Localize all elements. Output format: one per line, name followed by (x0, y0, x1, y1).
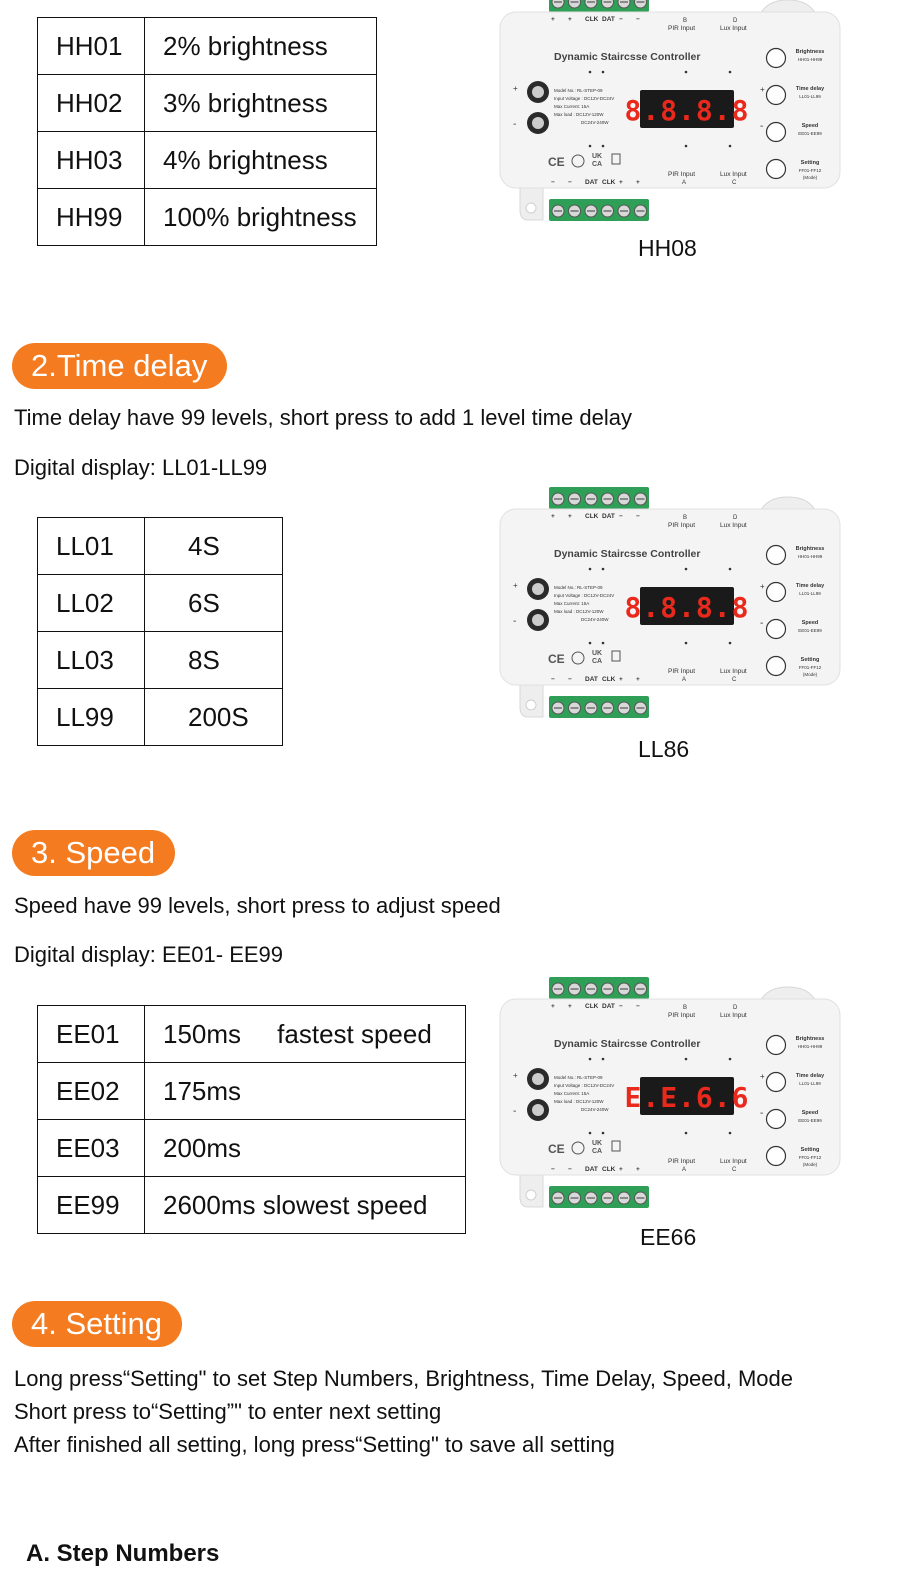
ce-mark: CE (548, 155, 565, 169)
table-cell-value: 2% brightness (145, 18, 377, 75)
indicator-dot (602, 145, 605, 148)
lux-input-label-bottom: Lux Input (720, 1158, 747, 1165)
label-c: C (732, 180, 737, 186)
step-numbers-heading: A. Step Numbers (26, 1540, 220, 1567)
pin-label-top: + (551, 513, 555, 520)
device-button (767, 583, 786, 602)
knob-center (532, 1073, 544, 1085)
table-cell-value: 3% brightness (145, 75, 377, 132)
ce-mark: CE (548, 1142, 565, 1156)
load-text-1: Max load : DC12V-120W (554, 112, 604, 117)
device-title: Dynamic Staircsse Controller (554, 1038, 701, 1050)
pin-label-bottom: CLK (602, 676, 616, 683)
table-row (38, 689, 283, 746)
button-range: FF01-FF12 (798, 665, 822, 670)
terminal-block (549, 696, 649, 718)
device-svg (498, 977, 843, 1217)
pir-input-label-top: PIR Input (668, 522, 696, 529)
knob-center (532, 117, 544, 129)
terminal-screw (552, 0, 564, 8)
knob-minus: - (513, 616, 517, 627)
button-label: Time delay (795, 86, 825, 92)
indicator-dot (685, 1132, 688, 1135)
device-svg (498, 487, 843, 727)
indicator-dot (685, 568, 688, 571)
table-cell-value: 150ms fastest speed (145, 1006, 466, 1063)
terminal-screw (585, 0, 597, 8)
table-row (38, 575, 283, 632)
table-cell-code: EE01 (38, 1006, 145, 1063)
setting-line-3: After finished all setting, long press“Setting" to save all setting (14, 1432, 615, 1457)
section-title-time-delay: 2.Time delay (12, 343, 227, 389)
pin-label-top: CLK (585, 16, 599, 23)
table-row (38, 18, 377, 75)
controller-device-image-ll (498, 487, 843, 727)
button-label: Time delay (795, 1073, 825, 1079)
button-range: FF01-FF12 (798, 1155, 822, 1160)
knob-center (532, 1104, 544, 1116)
table-cell-code: EE02 (38, 1063, 145, 1120)
table-row (38, 1063, 466, 1120)
label-a: A (682, 1167, 687, 1173)
indicator-dot (602, 642, 605, 645)
button-plus: + (760, 1072, 765, 1081)
pin-label-bottom: + (619, 179, 623, 186)
time-delay-description: Time delay have 99 levels, short press to add 1 level time delay (14, 405, 632, 430)
table-cell-value: 175ms (145, 1063, 466, 1120)
label-c: C (732, 1167, 737, 1173)
device-title: Dynamic Staircsse Controller (554, 548, 701, 560)
indicator-dot (685, 145, 688, 148)
speed-table (37, 1005, 466, 1234)
indicator-dot (729, 568, 732, 571)
device-button (767, 49, 786, 68)
brightness-table (37, 17, 377, 246)
indicator-dot (589, 1058, 592, 1061)
model-text: Model No.: RL-STEP-09 (554, 88, 603, 93)
label-b: B (683, 515, 688, 521)
terminal-block (549, 1186, 649, 1208)
pin-label-top: + (568, 16, 572, 23)
terminal-block (549, 487, 649, 509)
indicator-dot (729, 145, 732, 148)
label-a: A (682, 180, 687, 186)
button-extra: (Mode) (802, 1162, 818, 1167)
table-cell-value: 6S (145, 575, 283, 632)
pin-label-top: CLK (585, 513, 599, 520)
speed-description: Speed have 99 levels, short press to adjust speed (14, 893, 501, 918)
pin-label-top: + (551, 16, 555, 23)
button-label: Brightness (795, 1036, 825, 1042)
knob-minus: - (513, 119, 517, 130)
indicator-dot (589, 145, 592, 148)
knob-center (532, 614, 544, 626)
terminal-screw (635, 0, 647, 8)
pin-label-bottom: − (568, 676, 572, 683)
voltage-text: Input Voltage : DC12V-DC24V (554, 96, 615, 101)
table-cell-value: 4S (145, 518, 283, 575)
indicator-dot (589, 71, 592, 74)
pin-label-bottom: − (568, 179, 572, 186)
ukca-mark-top: UK (592, 1140, 603, 1147)
table-row (38, 1006, 466, 1063)
led-digits: 8.8.8.8 (624, 94, 750, 127)
device-button (767, 86, 786, 105)
table-cell-code: HH01 (38, 18, 145, 75)
knob-plus: + (513, 84, 518, 93)
load-text-2: DC24V-240W (581, 1107, 609, 1112)
lux-input-label-bottom: Lux Input (720, 171, 747, 178)
pin-label-bottom: − (551, 1166, 555, 1173)
pin-label-top: DAT (602, 513, 615, 520)
indicator-dot (602, 71, 605, 74)
button-label: Setting (800, 1147, 820, 1153)
table-cell-code: LL99 (38, 689, 145, 746)
pin-label-top: + (568, 1003, 572, 1010)
bottom-hole (526, 1190, 536, 1200)
label-d: D (733, 515, 738, 521)
button-label: Speed (801, 1110, 819, 1116)
indicator-dot (729, 642, 732, 645)
device-button (767, 1147, 786, 1166)
table-cell-value: 200ms (145, 1120, 466, 1177)
button-extra: (Mode) (802, 175, 818, 180)
button-label: Setting (800, 160, 820, 166)
controller-device-image-ee (498, 977, 843, 1217)
device-caption-ee: EE66 (640, 1224, 697, 1250)
table-cell-code: HH03 (38, 132, 145, 189)
button-range: EE01-EE99 (798, 131, 822, 136)
pin-label-top: − (619, 16, 623, 23)
pin-label-top: DAT (602, 1003, 615, 1010)
button-label: Brightness (795, 546, 825, 552)
terminal-block (549, 977, 649, 999)
device-caption-ll: LL86 (638, 736, 690, 762)
terminal-block (549, 199, 649, 221)
button-label: Speed (801, 620, 819, 626)
setting-line-2: Short press to“Setting”" to enter next setting (14, 1399, 442, 1424)
table-row (38, 632, 283, 689)
device-button (767, 1036, 786, 1055)
pin-label-top: − (619, 513, 623, 520)
table-cell-code: EE99 (38, 1177, 145, 1234)
indicator-dot (685, 642, 688, 645)
table-cell-value: 4% brightness (145, 132, 377, 189)
pin-label-top: − (619, 1003, 623, 1010)
pin-label-top: − (636, 1003, 640, 1010)
load-text-2: DC24V-240W (581, 617, 609, 622)
button-range: EE01-EE99 (798, 1118, 822, 1123)
pin-label-bottom: + (636, 1166, 640, 1173)
voltage-text: Input Voltage : DC12V-DC24V (554, 1083, 615, 1088)
button-minus: - (760, 121, 764, 132)
speed-display: Digital display: EE01- EE99 (14, 942, 284, 967)
button-range: LL01-LL99 (799, 94, 821, 99)
button-label: Time delay (795, 583, 825, 589)
pir-input-label-top: PIR Input (668, 25, 696, 32)
bottom-hole (526, 203, 536, 213)
button-label: Speed (801, 123, 819, 129)
voltage-text: Input Voltage : DC12V-DC24V (554, 593, 615, 598)
ce-mark: CE (548, 652, 565, 666)
model-text: Model No.: RL-STEP-09 (554, 1075, 603, 1080)
controller-device-image-hh (498, 0, 843, 230)
button-range: LL01-LL99 (799, 591, 821, 596)
button-range: HH01-HH99 (797, 554, 823, 559)
pir-input-label-top: PIR Input (668, 1012, 696, 1019)
knob-plus: + (513, 581, 518, 590)
current-text: Max Current: 15A (554, 104, 590, 109)
led-digits: 8.8.8.8 (624, 591, 750, 624)
knob-center (532, 583, 544, 595)
ukca-mark-bottom: CA (592, 161, 603, 168)
indicator-dot (602, 1058, 605, 1061)
device-button (767, 1073, 786, 1092)
table-cell-value: 2600ms slowest speed (145, 1177, 466, 1234)
lux-input-label-top: Lux Input (720, 1012, 747, 1019)
led-digits: E.E.6.6 (624, 1081, 750, 1114)
pin-label-bottom: DAT (585, 1166, 598, 1173)
terminal-screw (618, 0, 630, 8)
table-cell-code: HH02 (38, 75, 145, 132)
table-row (38, 518, 283, 575)
table-row (38, 1177, 466, 1234)
load-text-1: Max load : DC12V-120W (554, 609, 604, 614)
terminal-block (549, 0, 649, 12)
pin-label-top: + (551, 1003, 555, 1010)
table-cell-value: 100% brightness (145, 189, 377, 246)
knob-center (532, 86, 544, 98)
button-range: EE01-EE99 (798, 628, 822, 633)
pin-label-bottom: + (636, 179, 640, 186)
table-row (38, 132, 377, 189)
terminal-screw (602, 0, 614, 8)
indicator-dot (729, 71, 732, 74)
indicator-dot (602, 568, 605, 571)
terminal-screw (569, 0, 581, 8)
button-label: Setting (800, 657, 820, 663)
indicator-dot (685, 71, 688, 74)
knob-minus: - (513, 1106, 517, 1117)
label-b: B (683, 18, 688, 24)
pin-label-bottom: + (619, 676, 623, 683)
indicator-dot (685, 1058, 688, 1061)
pin-label-bottom: − (551, 179, 555, 186)
indicator-dot (602, 1132, 605, 1135)
pin-label-top: CLK (585, 1003, 599, 1010)
model-text: Model No.: RL-STEP-09 (554, 585, 603, 590)
device-button (767, 1110, 786, 1129)
bottom-hole (526, 700, 536, 710)
indicator-dot (729, 1058, 732, 1061)
pin-label-bottom: − (568, 1166, 572, 1173)
indicator-dot (589, 568, 592, 571)
section-title-speed: 3. Speed (12, 830, 175, 876)
ukca-mark-bottom: CA (592, 1148, 603, 1155)
device-caption-hh: HH08 (638, 235, 697, 261)
table-row (38, 189, 377, 246)
pir-input-label-bottom: PIR Input (668, 171, 696, 178)
pin-label-bottom: DAT (585, 676, 598, 683)
pin-label-top: DAT (602, 16, 615, 23)
device-button (767, 160, 786, 179)
table-cell-code: EE03 (38, 1120, 145, 1177)
label-d: D (733, 18, 738, 24)
table-cell-value: 200S (145, 689, 283, 746)
device-button (767, 657, 786, 676)
knob-plus: + (513, 1071, 518, 1080)
pin-label-bottom: CLK (602, 1166, 616, 1173)
setting-line-1: Long press“Setting" to set Step Numbers, Brightness, Time Delay, Speed, Mode (14, 1366, 794, 1391)
button-range: HH01-HH99 (797, 1044, 823, 1049)
device-button (767, 546, 786, 565)
pin-label-bottom: DAT (585, 179, 598, 186)
button-minus: - (760, 1108, 764, 1119)
table-cell-code: LL03 (38, 632, 145, 689)
pin-label-top: + (568, 513, 572, 520)
label-b: B (683, 1005, 688, 1011)
indicator-dot (589, 1132, 592, 1135)
button-extra: (Mode) (802, 672, 818, 677)
table-cell-code: HH99 (38, 189, 145, 246)
button-range: LL01-LL99 (799, 1081, 821, 1086)
label-c: C (732, 677, 737, 683)
table-cell-value: 8S (145, 632, 283, 689)
button-plus: + (760, 582, 765, 591)
button-range: FF01-FF12 (798, 168, 822, 173)
pir-input-label-bottom: PIR Input (668, 1158, 696, 1165)
pir-input-label-bottom: PIR Input (668, 668, 696, 675)
current-text: Max Current: 15A (554, 601, 590, 606)
lux-input-label-top: Lux Input (720, 25, 747, 32)
indicator-dot (729, 1132, 732, 1135)
lux-input-label-bottom: Lux Input (720, 668, 747, 675)
button-label: Brightness (795, 49, 825, 55)
device-title: Dynamic Staircsse Controller (554, 51, 701, 63)
lux-input-label-top: Lux Input (720, 522, 747, 529)
pin-label-bottom: − (551, 676, 555, 683)
pin-label-bottom: CLK (602, 179, 616, 186)
ukca-mark-top: UK (592, 153, 603, 160)
time-delay-display: Digital display: LL01-LL99 (14, 455, 268, 480)
ukca-mark-bottom: CA (592, 658, 603, 665)
pin-label-bottom: + (619, 1166, 623, 1173)
button-plus: + (760, 85, 765, 94)
pin-label-top: − (636, 16, 640, 23)
table-cell-code: LL01 (38, 518, 145, 575)
device-button (767, 620, 786, 639)
indicator-dot (589, 642, 592, 645)
ukca-mark-top: UK (592, 650, 603, 657)
pin-label-top: − (636, 513, 640, 520)
load-text-1: Max load : DC12V-120W (554, 1099, 604, 1104)
button-minus: - (760, 618, 764, 629)
pin-label-bottom: + (636, 676, 640, 683)
label-a: A (682, 677, 687, 683)
load-text-2: DC24V-240W (581, 120, 609, 125)
time-delay-table (37, 517, 283, 746)
button-range: HH01-HH99 (797, 57, 823, 62)
table-row (38, 1120, 466, 1177)
table-cell-code: LL02 (38, 575, 145, 632)
label-d: D (733, 1005, 738, 1011)
current-text: Max Current: 15A (554, 1091, 590, 1096)
section-title-setting: 4. Setting (12, 1301, 182, 1347)
device-svg (498, 0, 843, 230)
device-button (767, 123, 786, 142)
table-row (38, 75, 377, 132)
